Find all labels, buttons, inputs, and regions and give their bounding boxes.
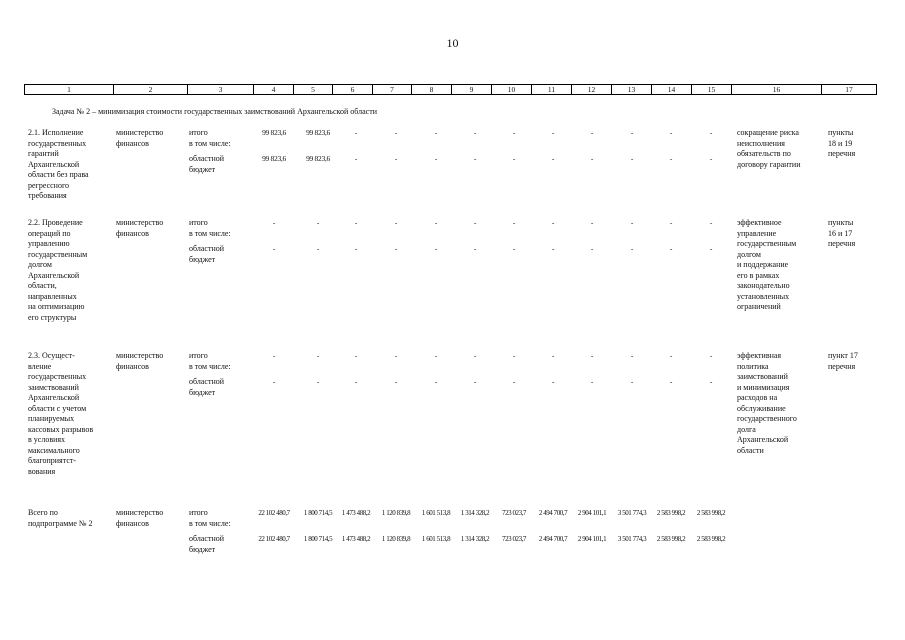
row-name: планируемых	[28, 414, 75, 423]
reference: пункт 17	[828, 351, 858, 360]
value-col-8: 1 601 513,8	[421, 509, 451, 517]
value-col-15: -	[709, 351, 713, 360]
value-col-12: 2 904 101,1	[577, 509, 607, 517]
expected-result: и поддержание	[737, 260, 789, 269]
reference: перечня	[828, 149, 856, 158]
expected-result: установленных	[737, 291, 790, 301]
value-col-5: 99 823,6	[306, 128, 330, 137]
value-col-7: -	[394, 154, 398, 163]
row-name: вования	[28, 466, 56, 476]
row-name: 2.1. Исполнение	[28, 128, 84, 137]
value-col-4: 99 823,6	[262, 154, 286, 163]
value-col-10: -	[512, 218, 516, 227]
column-header-11: 11	[531, 84, 571, 95]
expected-result: долгом	[737, 249, 761, 259]
value-col-4: 99 823,6	[262, 128, 286, 137]
source-label: бюджет	[189, 254, 216, 264]
source-label: областной	[189, 377, 225, 386]
value-col-10: -	[512, 128, 516, 137]
value-col-5: -	[316, 244, 320, 253]
value-col-9: -	[473, 154, 477, 163]
value-col-6: 1 473 488,2	[341, 535, 371, 543]
source-label: итого	[189, 508, 208, 517]
value-col-10: 723 023,7	[502, 509, 526, 517]
row-name: требования	[28, 191, 67, 200]
expected-result: и минимизация	[737, 382, 790, 392]
value-col-4: 22 102 480,7	[258, 509, 290, 517]
row-name: на оптимизацию	[28, 302, 85, 311]
expected-result: его в рамках	[737, 270, 780, 280]
value-col-9: -	[473, 128, 477, 137]
task-title: Задача № 2 – минимизация стоимости государственных заимствований Архангельской области	[52, 107, 378, 116]
value-col-15: -	[709, 377, 713, 386]
value-col-7: -	[394, 351, 398, 360]
row-name: государственным	[28, 249, 88, 259]
row-name: 2.2. Проведение	[28, 218, 83, 227]
executor: финансов	[116, 138, 149, 148]
row-name: заимствований	[28, 382, 79, 392]
value-col-11: -	[551, 218, 555, 227]
column-header-8: 8	[411, 84, 451, 95]
value-col-10: -	[512, 351, 516, 360]
row-name: Архангельской	[28, 393, 80, 402]
reference: перечня	[828, 361, 856, 371]
row-name: области с учетом	[28, 403, 87, 413]
expected-result: государственным	[737, 239, 797, 248]
page-number: 10	[446, 36, 459, 50]
source-label: областной	[189, 534, 225, 543]
value-col-8: -	[434, 218, 438, 227]
value-col-15: 2 583 998,2	[696, 509, 726, 517]
column-header-15: 15	[691, 84, 731, 95]
value-col-11: 2 494 700,7	[538, 509, 568, 517]
row-name: долгом	[28, 260, 52, 269]
column-header-7: 7	[372, 84, 411, 95]
source-label: итого	[189, 351, 208, 360]
row-name: гарантий	[28, 149, 59, 158]
value-col-15: 2 583 998,2	[696, 535, 726, 543]
value-col-7: 1 120 839,8	[381, 509, 411, 517]
value-col-9: -	[473, 377, 477, 386]
executor: финансов	[116, 361, 149, 371]
value-col-11: -	[551, 351, 555, 360]
expected-result: расходов на	[737, 393, 778, 402]
value-col-9: 1 314 328,2	[460, 509, 490, 517]
value-col-14: -	[669, 244, 673, 253]
source-label: в том числе:	[189, 139, 231, 148]
row-name: кассовых разрывов	[28, 424, 94, 434]
row-name: регрессного	[28, 180, 70, 190]
reference: пункты	[828, 128, 854, 137]
column-header-1: 1	[24, 84, 113, 95]
source-label: бюджет	[189, 387, 216, 397]
column-header-6: 6	[332, 84, 372, 95]
column-header-17: 17	[821, 84, 877, 95]
value-col-7: -	[394, 218, 398, 227]
value-col-5: 99 823,6	[306, 154, 330, 163]
column-header-16: 16	[731, 84, 821, 95]
value-col-10: -	[512, 244, 516, 253]
source-label: итого	[189, 218, 208, 227]
value-col-9: -	[473, 218, 477, 227]
value-col-13: 3 501 774,3	[617, 509, 647, 517]
expected-result: неисполнения	[737, 138, 785, 148]
row-name: операций по	[28, 228, 71, 238]
value-col-6: -	[354, 154, 358, 163]
value-col-10: -	[512, 154, 516, 163]
value-col-12: -	[590, 218, 594, 227]
value-col-14: -	[669, 351, 673, 360]
value-col-5: -	[316, 218, 320, 227]
expected-result: ограничений	[737, 302, 781, 311]
expected-result: обслуживание	[737, 403, 786, 413]
expected-result: управление	[737, 228, 777, 238]
expected-result: обязательств по	[737, 149, 791, 158]
row-name: вление	[28, 361, 52, 371]
expected-result: законодательно	[737, 281, 790, 290]
source-label: в том числе:	[189, 519, 231, 528]
value-col-11: -	[551, 128, 555, 137]
row-name: благоприятст-	[28, 456, 77, 465]
value-col-13: -	[630, 377, 634, 386]
value-col-11: -	[551, 244, 555, 253]
row-name: подпрограмме № 2	[28, 518, 93, 528]
expected-result: долга	[737, 424, 756, 434]
value-col-6: -	[354, 128, 358, 137]
value-col-8: -	[434, 351, 438, 360]
value-col-12: -	[590, 377, 594, 386]
value-col-7: -	[394, 244, 398, 253]
value-col-10: -	[512, 377, 516, 386]
reference: пункты	[828, 218, 854, 227]
column-header-12: 12	[571, 84, 611, 95]
column-header-3: 3	[187, 84, 253, 95]
expected-result: сокращение риска	[737, 128, 799, 137]
expected-result: заимствований	[737, 372, 788, 381]
row-name: в условиях	[28, 435, 66, 444]
value-col-4: -	[272, 351, 276, 360]
value-col-4: -	[272, 218, 276, 227]
value-col-8: -	[434, 128, 438, 137]
value-col-11: -	[551, 154, 555, 163]
expected-result: эффективное	[737, 218, 782, 227]
value-col-15: -	[709, 154, 713, 163]
value-col-7: -	[394, 377, 398, 386]
column-header-10: 10	[491, 84, 531, 95]
value-col-13: -	[630, 154, 634, 163]
source-label: в том числе:	[189, 229, 231, 238]
row-name: Всего по	[28, 508, 58, 517]
expected-result: Архангельской	[737, 435, 789, 444]
column-header-2: 2	[113, 84, 187, 95]
value-col-12: -	[590, 244, 594, 253]
executor: финансов	[116, 518, 149, 528]
reference: перечня	[828, 239, 856, 248]
value-col-6: -	[354, 244, 358, 253]
reference: 16 и 17	[828, 228, 853, 238]
value-col-12: 2 904 101,1	[577, 535, 607, 543]
row-name: его структуры	[28, 312, 77, 322]
expected-result: договору гарантии	[737, 159, 801, 169]
row-name: направленных	[28, 291, 77, 301]
column-header-5: 5	[293, 84, 332, 95]
value-col-4: -	[272, 377, 276, 386]
value-col-14: -	[669, 218, 673, 227]
row-name: области без права	[28, 170, 89, 179]
column-header-9: 9	[451, 84, 491, 95]
value-col-11: 2 494 700,7	[538, 535, 568, 543]
value-col-5: -	[316, 377, 320, 386]
executor: финансов	[116, 228, 149, 238]
value-col-6: -	[354, 218, 358, 227]
executor: министерство	[116, 218, 164, 227]
expected-result: политика	[737, 361, 769, 371]
expected-result: области	[737, 445, 764, 455]
column-header-4: 4	[253, 84, 293, 95]
value-col-7: -	[394, 128, 398, 137]
source-label: областной	[189, 244, 225, 253]
value-col-4: 22 102 480,7	[258, 535, 290, 543]
row-name: максимального	[28, 445, 80, 455]
value-col-9: -	[473, 244, 477, 253]
value-col-15: -	[709, 128, 713, 137]
row-name: Архангельской	[28, 270, 80, 280]
value-col-14: -	[669, 154, 673, 163]
table-header	[24, 84, 876, 94]
value-col-4: -	[272, 244, 276, 253]
value-col-10: 723 023,7	[502, 535, 526, 543]
source-label: бюджет	[189, 544, 216, 554]
value-col-11: -	[551, 377, 555, 386]
value-col-14: 2 583 998,2	[656, 509, 686, 517]
value-col-15: -	[709, 244, 713, 253]
value-col-13: 3 501 774,3	[617, 535, 647, 543]
expected-result: эффективная	[737, 351, 782, 360]
source-label: областной	[189, 154, 225, 163]
row-name: 2.3. Осущест-	[28, 351, 75, 360]
value-col-9: 1 314 328,2	[460, 535, 490, 543]
executor: министерство	[116, 351, 164, 360]
value-col-8: -	[434, 377, 438, 386]
value-col-14: -	[669, 128, 673, 137]
row-name: государственных	[28, 372, 87, 381]
value-col-8: -	[434, 244, 438, 253]
value-col-6: -	[354, 377, 358, 386]
value-col-14: -	[669, 377, 673, 386]
value-col-8: -	[434, 154, 438, 163]
column-header-13: 13	[611, 84, 651, 95]
expected-result: государственного	[737, 414, 797, 423]
value-col-13: -	[630, 218, 634, 227]
value-col-13: -	[630, 244, 634, 253]
executor: министерство	[116, 128, 164, 137]
source-label: бюджет	[189, 164, 216, 174]
value-col-5: 1 800 714,5	[303, 509, 333, 517]
source-label: итого	[189, 128, 208, 137]
value-col-12: -	[590, 128, 594, 137]
value-col-12: -	[590, 154, 594, 163]
value-col-13: -	[630, 351, 634, 360]
reference: 18 и 19	[828, 138, 853, 148]
row-name: государственных	[28, 138, 87, 148]
executor: министерство	[116, 508, 164, 517]
value-col-6: -	[354, 351, 358, 360]
value-col-14: 2 583 998,2	[656, 535, 686, 543]
row-name: области,	[28, 281, 57, 290]
value-col-6: 1 473 488,2	[341, 509, 371, 517]
row-name: Архангельской	[28, 159, 80, 169]
value-col-5: 1 800 714,5	[303, 535, 333, 543]
column-header-14: 14	[651, 84, 691, 95]
value-col-9: -	[473, 351, 477, 360]
value-col-7: 1 120 839,8	[381, 535, 411, 543]
value-col-15: -	[709, 218, 713, 227]
value-col-8: 1 601 513,8	[421, 535, 451, 543]
value-col-5: -	[316, 351, 320, 360]
value-col-13: -	[630, 128, 634, 137]
value-col-12: -	[590, 351, 594, 360]
row-name: управлению	[28, 239, 70, 248]
source-label: в том числе:	[189, 362, 231, 371]
